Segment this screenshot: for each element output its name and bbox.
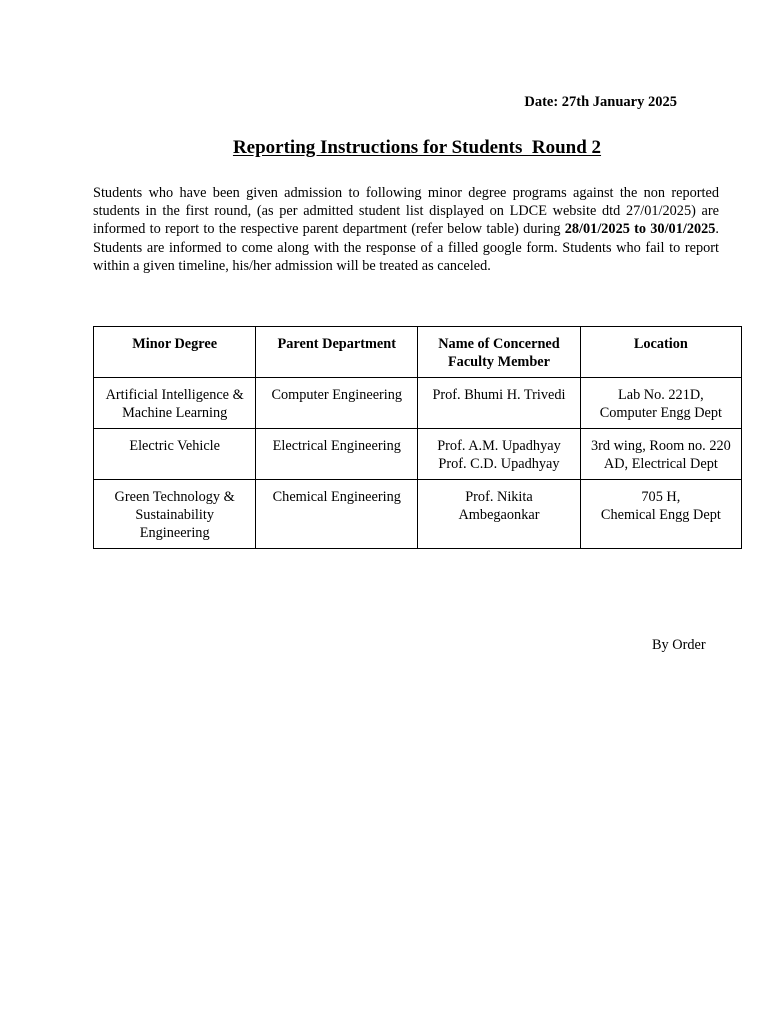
cell-faculty: Prof. A.M. Upadhyay Prof. C.D. Upadhyay (418, 429, 581, 480)
table-row (94, 480, 742, 549)
cell-parent-department: Computer Engineering (256, 378, 418, 429)
cell-faculty: Prof. Bhumi H. Trivedi (418, 378, 581, 429)
cell-location: Lab No. 221D, Computer Engg Dept (580, 378, 741, 429)
cell-minor-degree: Artificial Intelligence & Machine Learning (94, 378, 256, 429)
cell-location: 3rd wing, Room no. 220 AD, Electrical Dept (580, 429, 741, 480)
header-faculty-member (418, 327, 581, 378)
header-faculty-line-1: Name of Concerned (438, 336, 560, 352)
reporting-dates: 28/01/2025 to 30/01/2025 (564, 221, 716, 238)
minor-degree-table (93, 326, 742, 549)
signature-by-order: By Order (652, 637, 706, 653)
table-header-row (94, 327, 742, 378)
document-title: Reporting Instructions for Students Round 2 (232, 137, 602, 158)
intro-paragraph (93, 184, 719, 275)
intro-text-part-2: . Students are informed to come along with the response of a filled google form. Students who fail to report within a given timeline, his/her admission will be treated as canceled. (93, 221, 719, 274)
table-row (94, 429, 742, 480)
cell-minor-degree: Electric Vehicle (94, 429, 256, 480)
header-parent-department: Parent Department (256, 327, 418, 378)
cell-minor-degree: Green Technology & Sustainability Engineering (94, 480, 256, 549)
cell-location: 705 H, Chemical Engg Dept (580, 480, 741, 549)
header-faculty-line-2: Faculty Member (447, 354, 550, 370)
header-minor-degree: Minor Degree (94, 327, 256, 378)
cell-parent-department: Electrical Engineering (256, 429, 418, 480)
cell-faculty: Prof. Nikita Ambegaonkar (418, 480, 581, 549)
table-row (94, 378, 742, 429)
document-date: Date: 27th January 2025 (524, 94, 677, 110)
intro-text-part-1: Students who have been given admission to following minor degree programs against the non reported students in the first round, (as per admitted student list displayed on LDCE website dtd 27/01/2025) are informed to report to the respective parent department (refer below table) during (93, 185, 719, 238)
cell-parent-department: Chemical Engineering (256, 480, 418, 549)
header-location: Location (580, 327, 741, 378)
